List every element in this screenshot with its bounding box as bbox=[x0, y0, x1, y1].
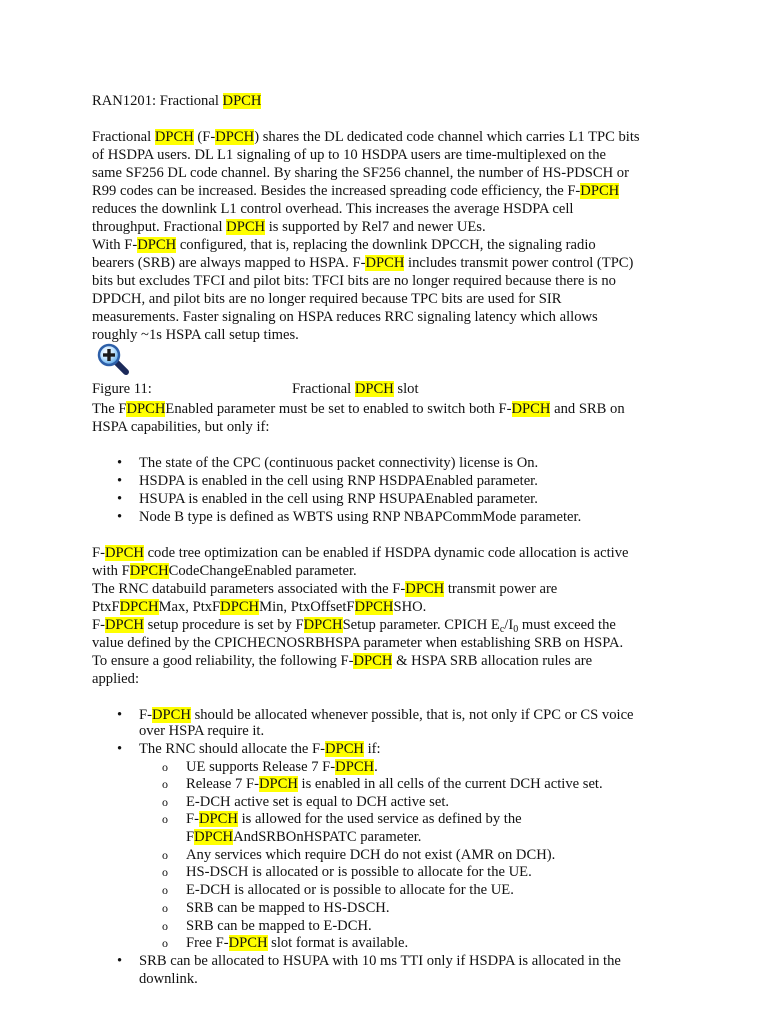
bullet-hollow: o bbox=[162, 883, 168, 897]
list-item: HSUPA is enabled in the cell using RNP HSUPAEnabled parameter. bbox=[139, 491, 538, 507]
text-line: The RNC databuild parameters associated with the F-DPCH transmit power are bbox=[92, 581, 558, 597]
list-item: HSDPA is enabled in the cell using RNP HSDPAEnabled parameter. bbox=[139, 473, 538, 489]
text-line: Fractional DPCH (F-DPCH) shares the DL dedicated code channel which carries L1 TPC bits bbox=[92, 129, 640, 145]
figure-caption: Fractional DPCH slot bbox=[292, 381, 419, 397]
sub-list-item: SRB can be mapped to HS-DSCH. bbox=[186, 900, 390, 916]
text-line: With F-DPCH configured, that is, replacing the downlink DPCCH, the signaling radio bbox=[92, 237, 596, 253]
list-item: The RNC should allocate the F-DPCH if: bbox=[139, 741, 381, 757]
bullet-hollow: o bbox=[162, 777, 168, 791]
sub-list-item: Any services which require DCH do not exist (AMR on DCH). bbox=[186, 847, 556, 863]
bullet-hollow: o bbox=[162, 760, 168, 774]
list-item-continuation: downlink. bbox=[139, 971, 198, 987]
text-line: DPDCH, and pilot bits are no longer required because TPC bits are used for SIR bbox=[92, 291, 562, 307]
list-item: SRB can be allocated to HSUPA with 10 ms TTI only if HSDPA is allocated in the bbox=[139, 953, 621, 969]
text-line: throughput. Fractional DPCH is supported by Rel7 and newer UEs. bbox=[92, 219, 486, 235]
sub-list-item: F-DPCH is allowed for the used service as defined by the bbox=[186, 811, 522, 827]
sub-list-item: UE supports Release 7 F-DPCH. bbox=[186, 759, 378, 775]
text-line: measurements. Faster signaling on HSPA reduces RRC signaling latency which allows bbox=[92, 309, 598, 325]
sub-list-item: SRB can be mapped to E-DCH. bbox=[186, 918, 372, 934]
text-line: R99 codes can be increased. Besides the increased spreading code efficiency, the F-DPCH bbox=[92, 183, 620, 199]
sub-list-item: HS-DSCH is allocated or is possible to allocate for the UE. bbox=[186, 864, 532, 880]
magnifier-zoom-icon[interactable] bbox=[96, 343, 130, 380]
bullet-hollow: o bbox=[162, 919, 168, 933]
text-line: with FDPCHCodeChangeEnabled parameter. bbox=[92, 563, 357, 579]
sub-list-item-continuation: FDPCHAndSRBOnHSPATC parameter. bbox=[186, 829, 422, 845]
bullet-filled: • bbox=[117, 509, 123, 525]
list-item: The state of the CPC (continuous packet connectivity) license is On. bbox=[139, 455, 539, 471]
text-line: applied: bbox=[92, 671, 140, 687]
text-line: The FDPCHEnabled parameter must be set to enabled to switch both F-DPCH and SRB on bbox=[92, 401, 625, 417]
bullet-filled: • bbox=[117, 473, 123, 489]
bullet-filled: • bbox=[117, 953, 123, 969]
text-line: PtxFDPCHMax, PtxFDPCHMin, PtxOffsetFDPCHSHO. bbox=[92, 599, 427, 615]
sub-list-item: E-DCH is allocated or is possible to allocate for the UE. bbox=[186, 882, 514, 898]
bullet-filled: • bbox=[117, 707, 123, 723]
bullet-filled: • bbox=[117, 455, 123, 471]
figure-label: Figure 11: bbox=[92, 381, 152, 397]
text-line: F-DPCH setup procedure is set by FDPCHSetup parameter. CPICH $E_c/I_0$ must exceed the bbox=[92, 617, 616, 635]
bullet-hollow: o bbox=[162, 936, 168, 950]
text-line: value defined by the CPICHECNOSRBHSPA parameter when establishing SRB on HSPA. bbox=[92, 635, 624, 651]
text-line: To ensure a good reliability, the following F-DPCH & HSPA SRB allocation rules are bbox=[92, 653, 593, 669]
sub-list-item: Release 7 F-DPCH is enabled in all cells of the current DCH active set. bbox=[186, 776, 603, 792]
text-line: same SF256 DL code channel. By sharing the SF256 channel, the number of HS-PDSCH or bbox=[92, 165, 629, 181]
bullet-hollow: o bbox=[162, 795, 168, 809]
text-line: HSPA capabilities, but only if: bbox=[92, 419, 270, 435]
bullet-filled: • bbox=[117, 741, 123, 757]
doc-title: RAN1201: Fractional DPCH bbox=[92, 93, 262, 109]
text-line: roughly ~1s HSPA call setup times. bbox=[92, 327, 299, 343]
bullet-filled: • bbox=[117, 491, 123, 507]
list-item: F-DPCH should be allocated whenever possible, that is, not only if CPC or CS voice bbox=[139, 707, 634, 723]
list-item-continuation: over HSPA require it. bbox=[139, 723, 265, 739]
text-line: F-DPCH code tree optimization can be enabled if HSDPA dynamic code allocation is active bbox=[92, 545, 629, 561]
sub-list-item: E-DCH active set is equal to DCH active set. bbox=[186, 794, 450, 810]
bullet-hollow: o bbox=[162, 865, 168, 879]
list-item: Node B type is defined as WBTS using RNP NBAPCommMode parameter. bbox=[139, 509, 582, 525]
sub-list-item: Free F-DPCH slot format is available. bbox=[186, 935, 409, 951]
bullet-hollow: o bbox=[162, 901, 168, 915]
text-line: of HSDPA users. DL L1 signaling of up to 10 HSDPA users are time-multiplexed on the bbox=[92, 147, 607, 163]
bullet-hollow: o bbox=[162, 848, 168, 862]
text-line: reduces the downlink L1 control overhead. This increases the average HSDPA cell bbox=[92, 201, 574, 217]
bullet-hollow: o bbox=[162, 812, 168, 826]
text-line: bearers (SRB) are always mapped to HSPA. F-DPCH includes transmit power control (TPC) bbox=[92, 255, 634, 271]
text-line: bits but excludes TFCI and pilot bits: TFCI bits are no longer required because there is no bbox=[92, 273, 616, 289]
